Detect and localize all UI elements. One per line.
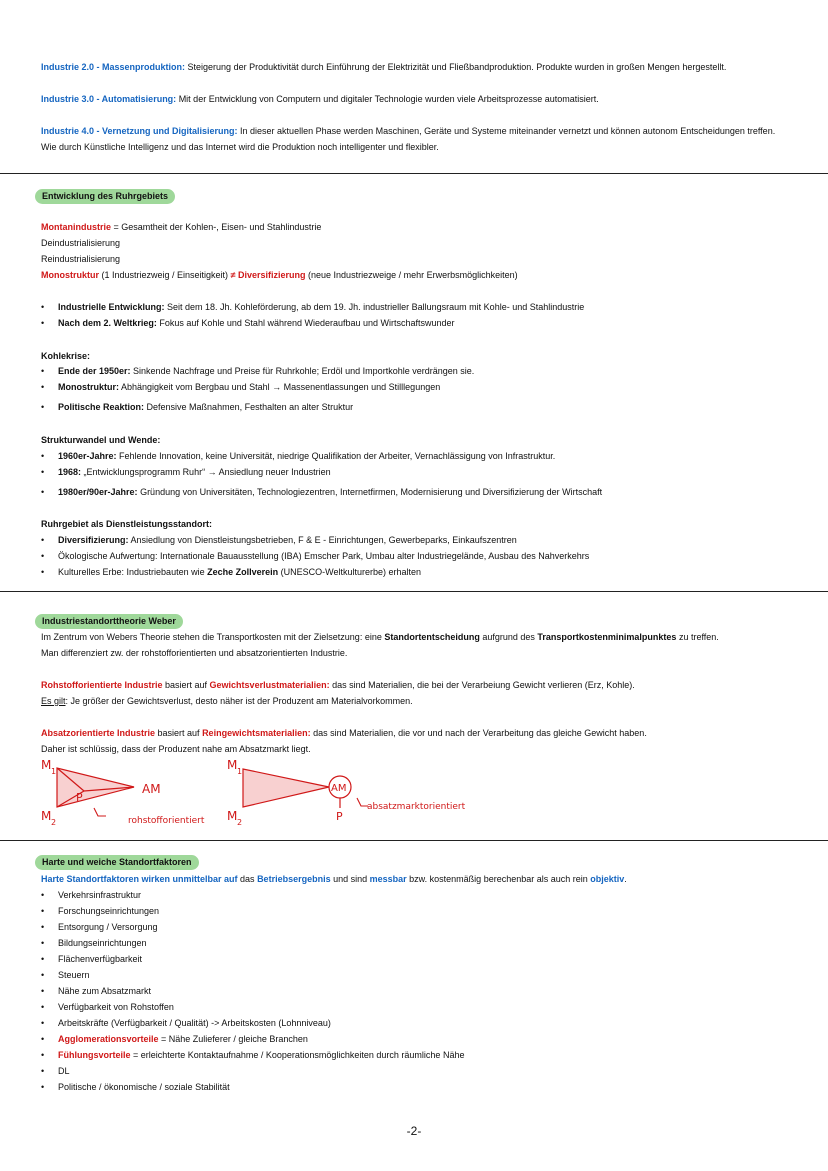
item-bold: Zeche Zollverein	[207, 567, 279, 577]
mono-line	[41, 269, 798, 282]
blue-term: Harte Standortfaktoren wirken unmittelbar auf	[41, 874, 238, 884]
roh-term: Rohstofforientierte Industrie	[41, 680, 163, 690]
list-item: Steuern	[58, 970, 90, 980]
industrie-3-line	[41, 93, 798, 106]
montan-term: Montanindustrie	[41, 222, 111, 232]
industrie-2-label: Industrie 2.0 - Massenproduktion:	[41, 62, 186, 72]
list-item: Ökologische Aufwertung: Internationale Bauausstellung (IBA) Emscher Park, Umbau alter Industriegelände, Ausbau des Nahverkehrs	[58, 551, 590, 561]
mono-term: Monostruktur	[41, 270, 99, 280]
m1-label-2: M	[227, 758, 238, 772]
bullet: •	[41, 551, 45, 561]
list-item	[58, 534, 517, 547]
industrie-3-text: Mit der Entwicklung von Computern und digitaler Technologie wurden viele Arbeitsprozesse automatisiert.	[176, 94, 599, 104]
item-text: Fehlende Innovation, keine Universität, niedrige Qualifikation der Arbeiter, Vernachlässigung von Infrastruktur.	[116, 451, 556, 461]
item-label: Monostruktur:	[58, 382, 119, 392]
bullet: •	[41, 535, 45, 545]
mono-mid: (1 Industriezweig / Einseitigkeit)	[99, 270, 231, 280]
mono-end: (neue Industriezweige / mehr Erwerbsmöglichkeiten)	[305, 270, 518, 280]
bullet: •	[41, 302, 45, 312]
list-item	[58, 317, 455, 330]
am-label: AM	[142, 782, 161, 796]
item-label: Politische Reaktion:	[58, 402, 145, 412]
item-label: Diversifizierung:	[58, 535, 129, 545]
abs-line	[41, 727, 798, 740]
item-text: = erleichterte Kontaktaufnahme / Kooperationsmöglichkeiten durch räumliche Nähe	[130, 1050, 465, 1060]
bullet: •	[41, 451, 45, 461]
bullet: •	[41, 567, 45, 577]
m2-sub: 2	[51, 818, 57, 827]
list-item	[58, 466, 331, 479]
item-label: Industrielle Entwicklung:	[58, 302, 165, 312]
bullet: •	[41, 1034, 45, 1044]
montan-line	[41, 221, 798, 234]
text: das	[237, 874, 258, 884]
list-item: Nähe zum Absatzmarkt	[58, 986, 152, 996]
item-text: Fokus auf Kohle und Stahl während Wiederaufbau und Wirtschaftswunder	[156, 318, 455, 328]
bullet: •	[41, 1066, 45, 1076]
factors-intro	[41, 873, 798, 886]
text: das sind Materialien, die bei der Verarbeiung Gewicht verlieren (Erz, Kohle).	[329, 680, 635, 690]
item-text: Abhängigkeit vom Bergbau und Stahl → Massenentlassungen und Stilllegungen	[119, 382, 441, 392]
text: basiert auf	[155, 728, 203, 738]
list-item: Verkehrsinfrastruktur	[58, 890, 142, 900]
text: das sind Materialien, die vor und nach der Verarbeitung das gleiche Gewicht haben.	[310, 728, 647, 738]
m1-sub: 1	[51, 767, 57, 776]
list-item: Politische / ökonomische / soziale Stabilität	[58, 1082, 230, 1092]
blue-term: objektiv	[590, 874, 625, 884]
m2-label-2: M	[227, 809, 238, 823]
item-text: (UNESCO-Weltkulturerbe) erhalten	[278, 567, 422, 577]
list-item	[58, 450, 555, 463]
esgilt-line	[41, 695, 798, 708]
list-item: Verfügbarkeit von Rohstoffen	[58, 1002, 174, 1012]
bullet: •	[41, 906, 45, 916]
list-item	[58, 566, 421, 579]
p-label: P	[76, 791, 83, 804]
kohle-heading: Kohlekrise:	[41, 351, 91, 361]
page-number: -2-	[406, 1124, 422, 1138]
list-item	[58, 365, 474, 378]
list-item	[58, 381, 440, 394]
factors-heading: Harte und weiche Standortfaktoren	[35, 855, 199, 870]
item-label: 1960er-Jahre:	[58, 451, 117, 461]
item-text: = Nähe Zulieferer / gleiche Branchen	[158, 1034, 308, 1044]
item-text: Kulturelles Erbe: Industriebauten wie	[58, 567, 208, 577]
roh-term2: Gewichtsverlustmaterialien:	[209, 680, 330, 690]
text: und sind	[330, 874, 370, 884]
bullet: •	[41, 954, 45, 964]
struktur-heading: Strukturwandel und Wende:	[41, 435, 161, 445]
list-item	[58, 301, 584, 314]
item-text: Gründung von Universitäten, Technologiezentren, Internetfirmen, Modernisierung und Diversifizierung der Wirtschaft	[137, 487, 603, 497]
text: : Je größer der Gewichtsverlust, desto näher ist der Produzent am Materialvorkommen.	[65, 696, 413, 706]
label-roh: rohstofforientiert	[128, 816, 205, 826]
ruhr-heading: Entwicklung des Ruhrgebiets	[35, 189, 175, 204]
label-abs: absatzmarktorientiert	[367, 802, 466, 812]
text: .	[624, 874, 627, 884]
mono-ne: ≠ Diversifizierung	[230, 270, 306, 280]
item-text: Sinkende Nachfrage und Preise für Ruhrkohle; Erdöl und Importkohle verdrängen sie.	[130, 366, 475, 376]
item-label: 1968:	[58, 467, 82, 477]
list-item: Entsorgung / Versorgung	[58, 922, 158, 932]
industrie-2-line	[41, 61, 798, 74]
abs-line2: Daher ist schlüssig, dass der Produzent nahe am Absatzmarkt liegt.	[41, 744, 311, 754]
industrie-3-label: Industrie 3.0 - Automatisierung:	[41, 94, 177, 104]
bullet: •	[41, 986, 45, 996]
dienst-heading: Ruhrgebiet als Dienstleistungsstandort:	[41, 519, 213, 529]
weber-p1	[41, 631, 798, 644]
bullet: •	[41, 938, 45, 948]
bullet: •	[41, 1050, 45, 1060]
item-text: Defensive Maßnahmen, Festhalten an alter Struktur	[144, 402, 354, 412]
bullet: •	[41, 366, 45, 376]
section-divider	[0, 173, 828, 174]
weber-sketch	[36, 756, 496, 828]
blue-term: Betriebsergebnis	[257, 874, 331, 884]
bullet: •	[41, 890, 45, 900]
bold-term: Standortentscheidung	[384, 632, 480, 642]
item-text: „Entwicklungsprogramm Ruhr“ → Ansiedlung neuer Industrien	[81, 467, 331, 477]
esgilt: Es gilt	[41, 696, 66, 706]
list-item: Flächenverfügbarkeit	[58, 954, 143, 964]
industrie-4-paragraph	[41, 123, 776, 155]
triangle-abs	[243, 769, 329, 807]
item-label: Ende der 1950er:	[58, 366, 131, 376]
m1-sub-2: 1	[237, 767, 243, 776]
bold-term: Transportkostenminimalpunktes	[537, 632, 677, 642]
list-item: DL	[58, 1066, 70, 1076]
item-label: Nach dem 2. Weltkrieg:	[58, 318, 157, 328]
abs-term2: Reingewichtsmaterialien:	[202, 728, 311, 738]
deind-line: Deindustrialisierung	[41, 238, 121, 248]
list-item	[58, 486, 602, 499]
list-item	[58, 1049, 464, 1062]
item-text: Ansiedlung von Dienstleistungsbetrieben, F & E - Einrichtungen, Gewerbeparks, Einkaufszentren	[128, 535, 517, 545]
reind-line: Reindustrialisierung	[41, 254, 121, 264]
bullet: •	[41, 402, 45, 412]
bullet: •	[41, 970, 45, 980]
industrie-4-label: Industrie 4.0 - Vernetzung und Digitalisierung:	[41, 126, 238, 136]
bullet: •	[41, 1018, 45, 1028]
industrie-4-text: In dieser aktuellen Phase werden Maschinen, Geräte und Systeme miteinander vernetzt und können autonom Entscheidungen treffen. Wie durch Künstliche Intelligenz und das Internet wird die Produktion noch intelligenter und flexibler.	[41, 126, 776, 152]
arrow-icon	[94, 808, 106, 816]
agglo-term: Agglomerationsvorteile	[58, 1034, 159, 1044]
bullet: •	[41, 1002, 45, 1012]
bullet: •	[41, 487, 45, 497]
text: aufgrund des	[479, 632, 538, 642]
bullet: •	[41, 318, 45, 328]
weber-p1-line2: Man differenziert zw. der rohstofforientierten und absatzorientierten Industrie.	[41, 648, 348, 658]
section-divider	[0, 840, 828, 841]
p-label-2: P	[336, 810, 343, 823]
montan-def: = Gesamtheit der Kohlen-, Eisen- und Stahlindustrie	[111, 222, 322, 232]
weber-heading: Industriestandorttheorie Weber	[35, 614, 183, 629]
list-item	[58, 1033, 308, 1046]
bullet: •	[41, 382, 45, 392]
m2-sub-2: 2	[237, 818, 243, 827]
list-item: Arbeitskräfte (Verfügbarkeit / Qualität) -> Arbeitskosten (Lohnniveau)	[58, 1018, 331, 1028]
bullet: •	[41, 467, 45, 477]
list-item: Bildungseinrichtungen	[58, 938, 147, 948]
fuehl-term: Fühlungsvorteile	[58, 1050, 131, 1060]
bullet: •	[41, 922, 45, 932]
industrie-2-text: Steigerung der Produktivität durch Einführung der Elektrizität und Fließbandproduktion. Produkte wurden in großen Mengen hergestellt.	[185, 62, 727, 72]
bullet: •	[41, 1082, 45, 1092]
m1-label: M	[41, 758, 52, 772]
m2-label: M	[41, 809, 52, 823]
item-text: Seit dem 18. Jh. Kohleförderung, ab dem 19. Jh. industrieller Ballungsraum mit Kohle- und Stahlindustrie	[164, 302, 585, 312]
list-item: Forschungseinrichtungen	[58, 906, 160, 916]
am-label-2: AM	[331, 783, 347, 794]
text: basiert auf	[162, 680, 210, 690]
text: Im Zentrum von Webers Theorie stehen die Transportkosten mit der Zielsetzung: eine	[41, 632, 385, 642]
text: bzw. kostenmäßig berechenbar als auch rein	[406, 874, 591, 884]
roh-line	[41, 679, 798, 692]
section-divider	[0, 591, 828, 592]
item-label: 1980er/90er-Jahre:	[58, 487, 138, 497]
abs-term: Absatzorientierte Industrie	[41, 728, 156, 738]
blue-term: messbar	[369, 874, 407, 884]
text: zu treffen.	[676, 632, 719, 642]
list-item	[58, 401, 353, 414]
